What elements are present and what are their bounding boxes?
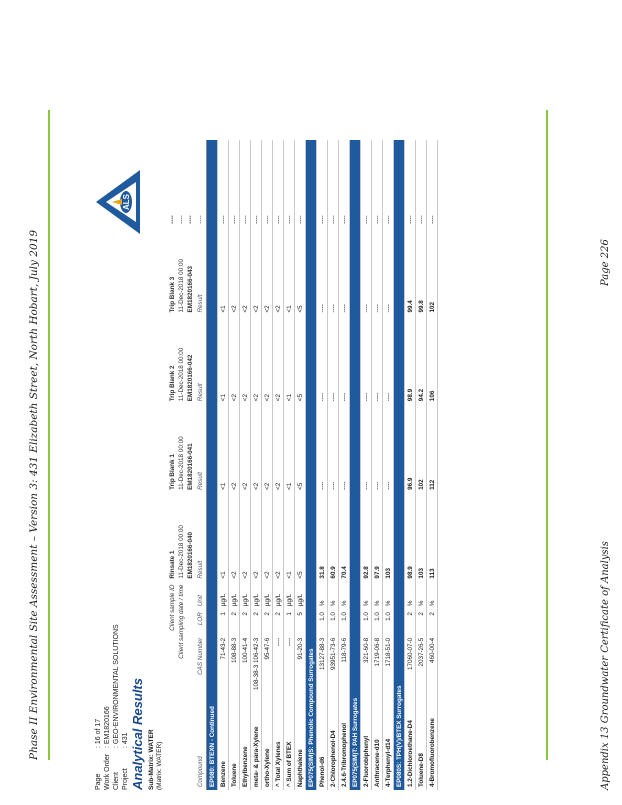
column-header-row (195, 140, 207, 790)
section-title: EP075(SIM)T: PAH Surrogates (350, 140, 361, 790)
cell-unit: % (427, 582, 438, 610)
cell-result-0: 92.8 (361, 493, 372, 582)
table-row (405, 140, 416, 790)
cell-result-2: <5 (295, 316, 306, 405)
cell-result-4: ---- (229, 140, 240, 227)
cell-cas: 118-79-6 (339, 635, 350, 693)
cell-result-1: ---- (317, 404, 328, 493)
col-lor: LOR (195, 609, 207, 635)
section-title: EP080: BTEXN - Continued (207, 140, 218, 790)
cell-result-3: <2 (229, 227, 240, 316)
results-table (168, 140, 438, 790)
meta-project-value: : 431 (122, 732, 129, 748)
cell-result-4: ---- (251, 140, 262, 227)
sample-id-0: Rinsate 1 (169, 550, 176, 579)
report-meta (94, 624, 130, 790)
footer-page-number: Page 226 (600, 239, 611, 286)
cell-result-2: ---- (317, 316, 328, 405)
cell-result-3: <5 (295, 227, 306, 316)
cell-result-2: 94.2 (416, 316, 427, 405)
cell-compound: 2.4.6-Tribromophenol (339, 693, 350, 790)
cell-cas: 108-38-3 106-42-3 (251, 635, 262, 693)
cell-result-3: ---- (361, 227, 372, 316)
header-label-lab (186, 582, 195, 790)
cell-unit: % (361, 582, 372, 610)
cell-result-3: <1 (218, 227, 229, 316)
cell-cas: 460-00-4 (427, 635, 438, 693)
cell-result-4: ---- (416, 140, 427, 227)
section-header (394, 140, 405, 790)
cell-result-1: ---- (383, 404, 394, 493)
cell-cas: ---- (273, 635, 284, 693)
sample-lab-1: EM1820166-041 (187, 443, 194, 490)
cell-lor: 2 (405, 609, 416, 635)
submatrix (148, 729, 164, 790)
cell-result-2: <2 (262, 316, 273, 405)
cell-result-1: <2 (229, 404, 240, 493)
cell-result-3: ---- (317, 227, 328, 316)
submatrix-label: Sub-Matrix: WATER (148, 729, 155, 790)
sample-id-3: Trip Blank 3 (169, 276, 176, 313)
cell-lor: 2 (240, 609, 251, 635)
cell-result-4: ---- (317, 140, 328, 227)
cell-compound: Naphthalene (295, 693, 306, 790)
cell-compound: Benzene (218, 693, 229, 790)
cell-result-1: 112 (427, 404, 438, 493)
cell-unit: % (339, 582, 350, 610)
cell-result-1: 102 (416, 404, 427, 493)
table-row (339, 140, 350, 790)
analytical-report (94, 130, 574, 790)
cell-result-3: <2 (240, 227, 251, 316)
cell-result-1: <1 (218, 404, 229, 493)
sample-lab-0: EM1820166-040 (187, 531, 194, 579)
meta-page-label: Page (95, 773, 102, 790)
cell-result-2: <1 (284, 316, 295, 405)
cell-result-4: ---- (262, 140, 273, 227)
meta-client-value: : GEO-ENVIRONMENTAL SOLUTIONS (113, 624, 120, 748)
cell-cas: 1719-06-8 (372, 635, 383, 693)
col-compound: Compound (195, 693, 207, 790)
svg-text:ALS: ALS (122, 194, 131, 210)
table-row (427, 140, 438, 790)
cell-cas: 95-47-6 (262, 635, 273, 693)
sample-date-1: 11-Dec-2018 00:00 (178, 436, 185, 490)
cell-result-2: ---- (383, 316, 394, 405)
cell-result-3: ---- (339, 227, 350, 316)
table-row (273, 140, 284, 790)
footer-appendix: Appendix 13 Groundwater Certificate of Analysis (600, 541, 611, 790)
cell-result-2: <1 (218, 316, 229, 405)
cell-lor: 1.0 (317, 609, 328, 635)
als-logo (94, 162, 147, 242)
cell-result-0: <2 (229, 493, 240, 582)
cell-result-0: <2 (262, 493, 273, 582)
cell-compound: 4-Bromofluorobenzene (427, 693, 438, 790)
cell-result-4: ---- (328, 140, 339, 227)
cell-unit: % (328, 582, 339, 610)
cell-result-1: ---- (361, 404, 372, 493)
cell-result-0: 31.8 (317, 493, 328, 582)
col-result-4: ---- (195, 140, 207, 227)
cell-result-0: <1 (218, 493, 229, 582)
document-header: Phase II Environmental Site Assessment – Version 3: 431 Elizabeth Street, North Hobart, July 2019 (28, 229, 40, 760)
cell-result-1: <1 (284, 404, 295, 493)
cell-lor: 1.0 (383, 609, 394, 635)
section-title: EP075(SIM)S: Phenolic Compound Surrogates (306, 140, 317, 790)
cell-unit: µg/L (218, 582, 229, 610)
cell-unit: µg/L (273, 582, 284, 610)
cell-cas: 2037-26-5 (416, 635, 427, 693)
cell-unit: µg/L (229, 582, 240, 610)
header-row-id (168, 140, 177, 790)
cell-result-4: ---- (339, 140, 350, 227)
cell-lor: 1.0 (372, 609, 383, 635)
cell-result-0: 103 (383, 493, 394, 582)
table-row (317, 140, 328, 790)
cell-compound: ^ Total Xylenes (273, 693, 284, 790)
meta-work-order-value: : EM1820166 (104, 706, 111, 748)
col-result-1: Result (195, 404, 207, 493)
sample-date-2: 11-Dec-2018 00:00 (178, 347, 185, 402)
cell-cas: 93951-73-6 (328, 635, 339, 693)
cell-unit: µg/L (284, 582, 295, 610)
cell-result-3: 99.8 (416, 227, 427, 316)
section-header (207, 140, 218, 790)
cell-result-1: <2 (262, 404, 273, 493)
col-result-3: Result (195, 227, 207, 316)
cell-lor: 2 (427, 609, 438, 635)
cell-result-0: <2 (240, 493, 251, 582)
cell-result-2: <2 (251, 316, 262, 405)
table-row (372, 140, 383, 790)
cell-result-1: <2 (240, 404, 251, 493)
cell-compound: 2-Chlorophenol-D4 (328, 693, 339, 790)
cell-result-2: <2 (229, 316, 240, 405)
meta-work-order-label: Work Order (104, 753, 111, 790)
sample-id-2: Trip Blank 2 (169, 365, 176, 402)
sample-date-0: 11-Dec-2018 00:00 (178, 525, 185, 579)
cell-cas: 17060-07-0 (405, 635, 416, 693)
cell-compound: Ethylbenzene (240, 693, 251, 790)
cell-result-2: ---- (339, 316, 350, 405)
meta-client-label: Client (113, 772, 120, 790)
cell-result-4: ---- (240, 140, 251, 227)
cell-unit: % (383, 582, 394, 610)
sample-date-3: 11-Dec-2018 00:00 (178, 259, 185, 313)
cell-compound: 2-Fluorobiphenyl (361, 693, 372, 790)
sample-id-1: Trip Blank 1 (169, 454, 176, 490)
cell-result-0: <2 (273, 493, 284, 582)
cell-lor: 2 (273, 609, 284, 635)
section-header (306, 140, 317, 790)
cell-cas: 321-60-8 (361, 635, 372, 693)
header-label-id: Client sample ID (169, 584, 176, 631)
sample-lab-2: EM1820166-042 (187, 354, 194, 402)
cell-result-3: 102 (427, 227, 438, 316)
cell-result-3: <1 (284, 227, 295, 316)
cell-result-2: <2 (273, 316, 284, 405)
cell-cas: 71-43-2 (218, 635, 229, 693)
cell-result-2: ---- (361, 316, 372, 405)
cell-result-0: 113 (427, 493, 438, 582)
cell-compound: Toluene (229, 693, 240, 790)
cell-compound: Phenol-d6 (317, 693, 328, 790)
cell-result-1: 96.9 (405, 404, 416, 493)
section-title: EP080S: TPH(V)/BTEX Surrogates (394, 140, 405, 790)
meta-page-value: : 16 of 17 (95, 718, 102, 748)
col-result-2: Result (195, 316, 207, 405)
cell-result-0: 98.9 (405, 493, 416, 582)
section-header (350, 140, 361, 790)
cell-result-3: <2 (251, 227, 262, 316)
sample-lab-4: ---- (187, 215, 194, 224)
matrix-label: (Matrix: WATER) (156, 741, 163, 790)
cell-result-2: ---- (372, 316, 383, 405)
col-unit: Unit (195, 582, 207, 610)
page-title: Analytical Results (130, 678, 145, 790)
cell-lor: 2 (262, 609, 273, 635)
cell-unit: µg/L (295, 582, 306, 610)
cell-compound: Toluene-D8 (416, 693, 427, 790)
cell-compound: ^ Sum of BTEX (284, 693, 295, 790)
cell-cas: 1718-51-0 (383, 635, 394, 693)
cell-result-4: ---- (218, 140, 229, 227)
table-row (218, 140, 229, 790)
cell-compound: 1.2-Dichloroethane-D4 (405, 693, 416, 790)
cell-lor: 2 (416, 609, 427, 635)
cell-lor: 1.0 (328, 609, 339, 635)
cell-cas: ---- (284, 635, 295, 693)
cell-result-4: ---- (361, 140, 372, 227)
cell-cas: 91-20-3 (295, 635, 306, 693)
cell-result-4: ---- (405, 140, 416, 227)
table-row (240, 140, 251, 790)
cell-result-4: ---- (273, 140, 284, 227)
table-row (284, 140, 295, 790)
cell-unit: % (405, 582, 416, 610)
cell-result-4: ---- (284, 140, 295, 227)
cell-result-4: ---- (372, 140, 383, 227)
cell-lor: 2 (229, 609, 240, 635)
table-row (262, 140, 273, 790)
table-row (229, 140, 240, 790)
cell-result-0: 103 (416, 493, 427, 582)
cell-result-0: <1 (284, 493, 295, 582)
cell-lor: 1.0 (361, 609, 372, 635)
cell-result-1: ---- (328, 404, 339, 493)
cell-result-0: <2 (251, 493, 262, 582)
meta-project-label: Project (122, 768, 129, 790)
table-row (251, 140, 262, 790)
cell-result-0: <5 (295, 493, 306, 582)
cell-result-1: <2 (251, 404, 262, 493)
cell-unit: % (416, 582, 427, 610)
cell-cas: 100-41-4 (240, 635, 251, 693)
sample-date-4: ---- (178, 215, 185, 224)
cell-lor: 5 (295, 609, 306, 635)
table-row (328, 140, 339, 790)
cell-cas: 108-88-3 (229, 635, 240, 693)
table-row (361, 140, 372, 790)
col-cas: CAS Number (195, 635, 207, 693)
table-row (295, 140, 306, 790)
sample-lab-3: EM1820166-043 (187, 265, 194, 313)
cell-result-0: 60.9 (328, 493, 339, 582)
cell-result-0: 97.9 (372, 493, 383, 582)
cell-lor: 1 (218, 609, 229, 635)
cell-unit: µg/L (262, 582, 273, 610)
cell-result-1: ---- (372, 404, 383, 493)
sample-id-4: ---- (169, 215, 176, 224)
cell-unit: µg/L (251, 582, 262, 610)
col-result-0: Result (195, 493, 207, 582)
header-label-date: Client sampling date / time (178, 584, 185, 659)
cell-result-0: 70.4 (339, 493, 350, 582)
cell-compound: ortho-Xylene (262, 693, 273, 790)
cell-compound: meta- & para-Xylene (251, 693, 262, 790)
cell-result-3: 99.4 (405, 227, 416, 316)
cell-result-3: ---- (372, 227, 383, 316)
header-row-date (177, 140, 186, 790)
table-row (383, 140, 394, 790)
cell-result-3: <2 (273, 227, 284, 316)
divider-left (48, 110, 50, 760)
cell-lor: 1 (284, 609, 295, 635)
cell-result-3: ---- (383, 227, 394, 316)
cell-result-1: <5 (295, 404, 306, 493)
cell-result-2: 106 (427, 316, 438, 405)
cell-result-4: ---- (383, 140, 394, 227)
cell-result-2: 98.9 (405, 316, 416, 405)
cell-result-1: <2 (273, 404, 284, 493)
cell-result-3: <2 (262, 227, 273, 316)
cell-result-1: ---- (339, 404, 350, 493)
header-row-lab (186, 140, 195, 790)
cell-compound: 4-Terphenyl-d14 (383, 693, 394, 790)
cell-unit: % (372, 582, 383, 610)
cell-compound: Anthracene-d10 (372, 693, 383, 790)
cell-lor: 1.0 (339, 609, 350, 635)
cell-lor: 2 (251, 609, 262, 635)
cell-result-4: ---- (427, 140, 438, 227)
cell-result-4: ---- (295, 140, 306, 227)
cell-result-3: ---- (328, 227, 339, 316)
cell-result-2: ---- (328, 316, 339, 405)
cell-cas: 13127-88-3 (317, 635, 328, 693)
cell-result-2: <2 (240, 316, 251, 405)
table-row (416, 140, 427, 790)
cell-unit: µg/L (240, 582, 251, 610)
cell-unit: % (317, 582, 328, 610)
